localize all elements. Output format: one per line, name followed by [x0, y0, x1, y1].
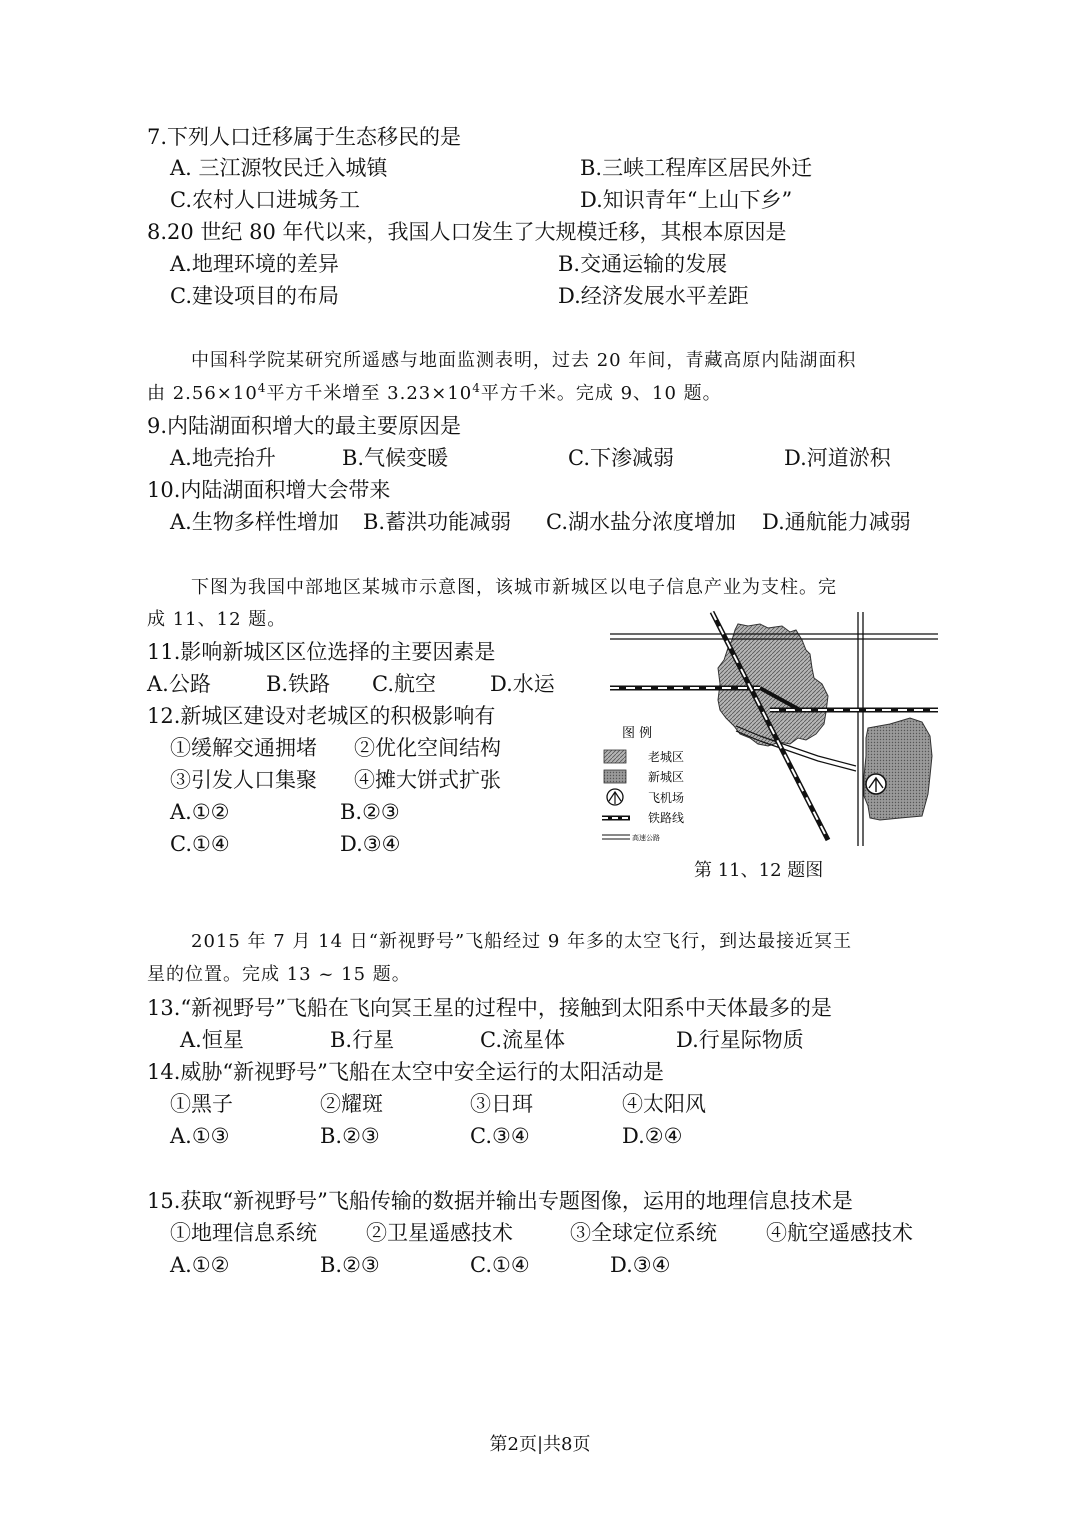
q13-option-d[interactable]: D.行星际物质 [676, 1028, 804, 1052]
q8-stem: 8.20 世纪 80 年代以来，我国人口发生了大规模迁移，其根本原因是 [147, 220, 787, 244]
q10-option-c[interactable]: C.湖水盐分浓度增加 [546, 510, 736, 534]
legend-label-old-city: 老城区 [648, 750, 685, 764]
q12-item-4: ④摊大饼式扩张 [354, 768, 501, 792]
q9-option-a[interactable]: A.地壳抬升 [170, 446, 276, 470]
q8-option-a[interactable]: A.地理环境的差异 [170, 252, 339, 276]
passage-3-line-1: 2015 年 7 月 14 日“新视野号”飞船经过 9 年多的太空飞行，到达最接近冥王 [191, 931, 853, 952]
q8-option-b[interactable]: B.交通运输的发展 [558, 252, 728, 276]
q12-stem: 12.新城区建设对老城区的积极影响有 [147, 704, 496, 728]
page-number: 第2页|共8页 [489, 1434, 591, 1455]
q13-option-c[interactable]: C.流星体 [480, 1028, 565, 1052]
airport-icon [866, 774, 886, 794]
q7-stem: 7.下列人口迁移属于生态移民的是 [147, 125, 462, 149]
q7-option-a[interactable]: A. 三江源牧民迁入城镇 [170, 156, 388, 180]
q9-option-b[interactable]: B.气候变暖 [342, 446, 449, 470]
q10-stem: 10.内陆湖面积增大会带来 [147, 478, 391, 502]
q10-option-b[interactable]: B.蓄洪功能减弱 [363, 510, 512, 534]
q12-item-2: ②优化空间结构 [354, 736, 501, 760]
q7-option-b[interactable]: B.三峡工程库区居民外迁 [580, 156, 813, 180]
q15-option-d[interactable]: D.③④ [610, 1253, 671, 1277]
q15-option-b[interactable]: B.②③ [320, 1253, 380, 1277]
legend-swatch-new-city [604, 770, 626, 783]
passage-2-line-1: 下图为我国中部地区某城市示意图，该城市新城区以电子信息产业为支柱。完 [191, 577, 837, 598]
passage-1-line-2: 由 $2.56\times 10^4$平方千米增至 $3.23\times 10^4$平方千米。完成 9、10 题。 [147, 381, 722, 404]
city-map-figure [600, 606, 945, 846]
passage-2-line-2: 成 11、12 题。 [147, 609, 287, 630]
q13-option-b[interactable]: B.行星 [330, 1028, 395, 1052]
q7-option-d[interactable]: D.知识青年“上山下乡” [580, 188, 793, 212]
map-legend [602, 726, 684, 842]
q15-item-3: ③全球定位系统 [570, 1221, 717, 1245]
q12-option-c[interactable]: C.①④ [170, 832, 230, 856]
q10-option-d[interactable]: D.通航能力减弱 [762, 510, 911, 534]
legend-label-airport: 飞机场 [648, 791, 685, 805]
legend-label-new-city: 新城区 [648, 770, 685, 784]
q8-option-d[interactable]: D.经济发展水平差距 [558, 284, 749, 308]
q11-option-d[interactable]: D.水运 [490, 672, 555, 696]
q15-item-2: ②卫星遥感技术 [366, 1221, 513, 1245]
q15-option-a[interactable]: A.①② [170, 1253, 230, 1277]
q7-option-c[interactable]: C.农村人口进城务工 [170, 188, 360, 212]
q15-option-c[interactable]: C.①④ [470, 1253, 530, 1277]
q14-stem: 14.威胁“新视野号”飞船在太空中安全运行的太阳活动是 [147, 1060, 664, 1084]
q14-item-3: ③日珥 [470, 1092, 533, 1116]
q11-stem: 11.影响新城区区位选择的主要因素是 [147, 640, 496, 664]
q9-option-c[interactable]: C.下渗减弱 [568, 446, 674, 470]
figure-caption: 第 11、12 题图 [694, 860, 824, 881]
new-city-area [864, 718, 932, 820]
q15-item-1: ①地理信息系统 [170, 1221, 317, 1245]
q14-item-4: ④太阳风 [622, 1092, 706, 1116]
q15-item-4: ④航空遥感技术 [766, 1221, 913, 1245]
q11-option-c[interactable]: C.航空 [372, 672, 436, 696]
q14-option-c[interactable]: C.③④ [470, 1124, 530, 1148]
legend-label-highway: 高速公路 [632, 834, 660, 842]
passage-1-line-1: 中国科学院某研究所遥感与地面监测表明，过去 20 年间，青藏高原内陆湖面积 [191, 350, 857, 371]
q12-option-b[interactable]: B.②③ [340, 800, 400, 824]
q12-item-1: ①缓解交通拥堵 [170, 736, 317, 760]
passage-3-line-2: 星的位置。完成 13 ~ 15 题。 [147, 964, 411, 985]
legend-swatch-old-city [604, 750, 626, 763]
q13-stem: 13.“新视野号”飞船在飞向冥王星的过程中，接触到太阳系中天体最多的是 [147, 996, 832, 1020]
q12-item-3: ③引发人口集聚 [170, 768, 317, 792]
q11-option-b[interactable]: B.铁路 [266, 672, 331, 696]
q9-option-d[interactable]: D.河道淤积 [784, 446, 891, 470]
q10-option-a[interactable]: A.生物多样性增加 [170, 510, 339, 534]
q14-option-a[interactable]: A.①③ [170, 1124, 230, 1148]
q11-option-a[interactable]: A.公路 [147, 672, 211, 696]
q14-option-d[interactable]: D.②④ [622, 1124, 683, 1148]
q13-option-a[interactable]: A.恒星 [180, 1028, 244, 1052]
q9-stem: 9.内陆湖面积增大的最主要原因是 [147, 414, 462, 438]
legend-title: 图 例 [622, 726, 653, 741]
q14-item-1: ①黑子 [170, 1092, 233, 1116]
q12-option-a[interactable]: A.①② [170, 800, 230, 824]
legend-airport-icon [607, 789, 623, 805]
q14-option-b[interactable]: B.②③ [320, 1124, 380, 1148]
q12-option-d[interactable]: D.③④ [340, 832, 401, 856]
q14-item-2: ②耀斑 [320, 1092, 383, 1116]
legend-label-railway: 铁路线 [648, 811, 685, 825]
q8-option-c[interactable]: C.建设项目的布局 [170, 284, 339, 308]
q15-stem: 15.获取“新视野号”飞船传输的数据并输出专题图像，运用的地理信息技术是 [147, 1189, 853, 1213]
